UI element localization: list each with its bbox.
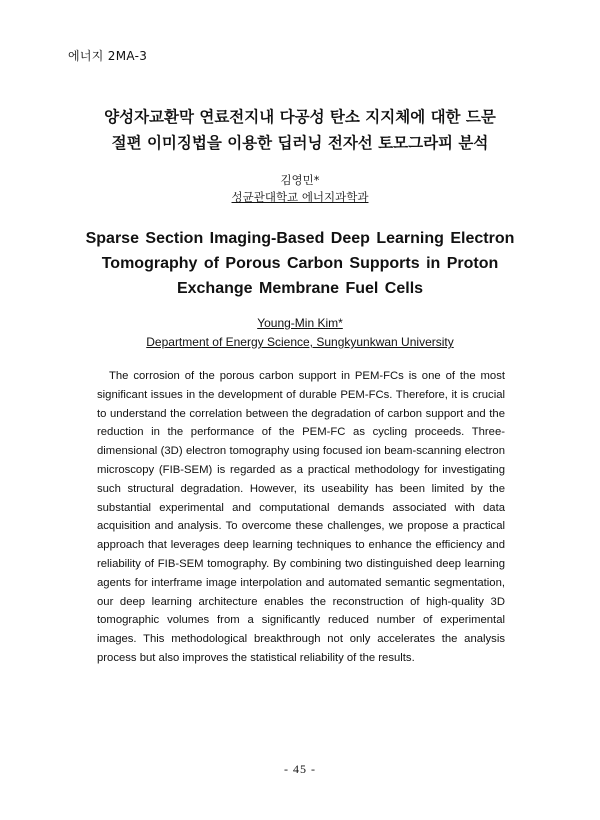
korean-author-name: 김영민*: [280, 173, 320, 187]
english-title-line: Tomography of Porous Carbon Supports in Proton: [101, 255, 499, 272]
english-author-name: Young-Min Kim*: [257, 316, 343, 330]
korean-title-line: 절편 이미징법을 이용한 딥러닝 전자선 토모그라피 분석: [111, 134, 489, 152]
english-title-line: Exchange Membrane Fuel Cells: [176, 280, 424, 297]
session-code: 에너지 2MA-3: [68, 49, 148, 63]
page-number: - 45 -: [284, 762, 316, 776]
abstract-text: The corrosion of the porous carbon support in PEM-FCs is one of the most significant issues in the development of durable PEM-FCs. Therefore, it is crucial to understand the correlation between the degradation of carbon support and the reduction in the performance of the PEM-FC as cycling proceeds. Three-dimensional (3D) electron tomography using focused ion beam-scanning electron microscopy (FIB-SEM) is regarded as a practical methodology for investigating such structural degradation. However, its useability has been limited by the substantial experimental and computational demands associated with data acquisition and analysis. To overcome these challenges, we propose a practical approach that leverages deep learning techniques to enhance the efficiency and reliability of FIB-SEM tomography. By combining two distinguished deep learning agents for interframe image interpolation and automated semantic segmentation, our deep learning architecture enables the reconstruction of high-quality 3D tomographic volumes from a significantly reduced number of experimental images. This methodological breakthrough not only accelerates the analysis process but also improves the statistical reliability of the results.: [97, 370, 505, 664]
korean-author-block: [0, 172, 600, 206]
korean-title: [60, 104, 540, 156]
korean-affiliation: 성균관대학교 에너지과학과: [231, 190, 369, 204]
english-title: [40, 226, 560, 301]
english-title-line: Sparse Section Imaging-Based Deep Learning Electron: [85, 230, 515, 247]
english-author-block: [0, 314, 600, 352]
english-affiliation: Department of Energy Science, Sungkyunkwan University: [146, 335, 454, 349]
korean-title-line: 양성자교환막 연료전지내 다공성 탄소 지지체에 대한 드문: [104, 108, 496, 126]
